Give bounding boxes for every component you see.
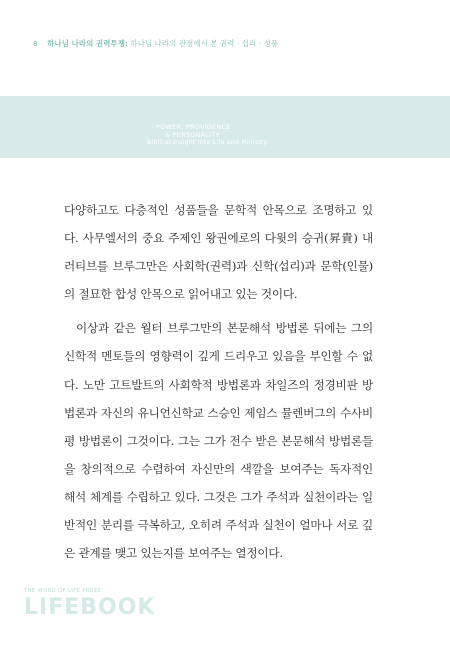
publisher-logo (24, 588, 156, 638)
header-band (0, 96, 450, 158)
book-subtitle: 하나님 나라의 관점에서 본 권력 · 섭리 · 성품 (130, 39, 279, 48)
paragraph: 다양하고도 다층적인 성품들을 문학적 안목으로 조명하고 있다. 사무엘서의 중요 주제인 왕권에로의 다윗의 승귀(昇貴) 내러티브를 브루그만은 사회학(권력)과 신학(섭리)과 문학(인물)의 절묘한 합성 안목으로 읽어내고 있는 것이다. (64, 203, 373, 302)
band-line-2: & PERSONALITY (165, 130, 220, 139)
body-text (64, 196, 373, 567)
book-title: 하나님 나라의 권력투쟁: (47, 39, 129, 48)
publisher-tagline: THE WORD OF LIFE PRESS (24, 588, 101, 594)
running-head (33, 38, 433, 49)
publisher-wordmark: LIFEBOOK (24, 595, 156, 620)
page-number: 8 (33, 39, 38, 48)
band-line-3: Biblical Insight into Life and Ministry (147, 139, 268, 147)
band-line-1: POWER, PROVIDENCE (156, 123, 231, 131)
band-title (147, 124, 297, 147)
paragraph: 이상과 같은 월터 브루그만의 본문해석 방법론 뒤에는 그의 신학적 멘토들의 영향력이 깊게 드리우고 있음을 부인할 수 없다. 노만 고트발트의 사회학적 방법론과 차일즈의 정경비판 방법론과 자신의 유니언신학교 스승인 제임스 뮬렌버그의 수사비평 방법론이 그것이다. 그는 그가 전수 받은 본문해석 방법론들을 창의적으로 수렴하여 자신만의 색깔을 보여주는 독자적인 해석 체계를 수립하고 있다. 그것은 그가 주석과 실천이라는 일반적인 분리를 극복하고, 오히려 주석과 실천이 얼마나 서로 깊은 관계를 맺고 있는지를 보여주는 열정이다. (64, 321, 373, 561)
